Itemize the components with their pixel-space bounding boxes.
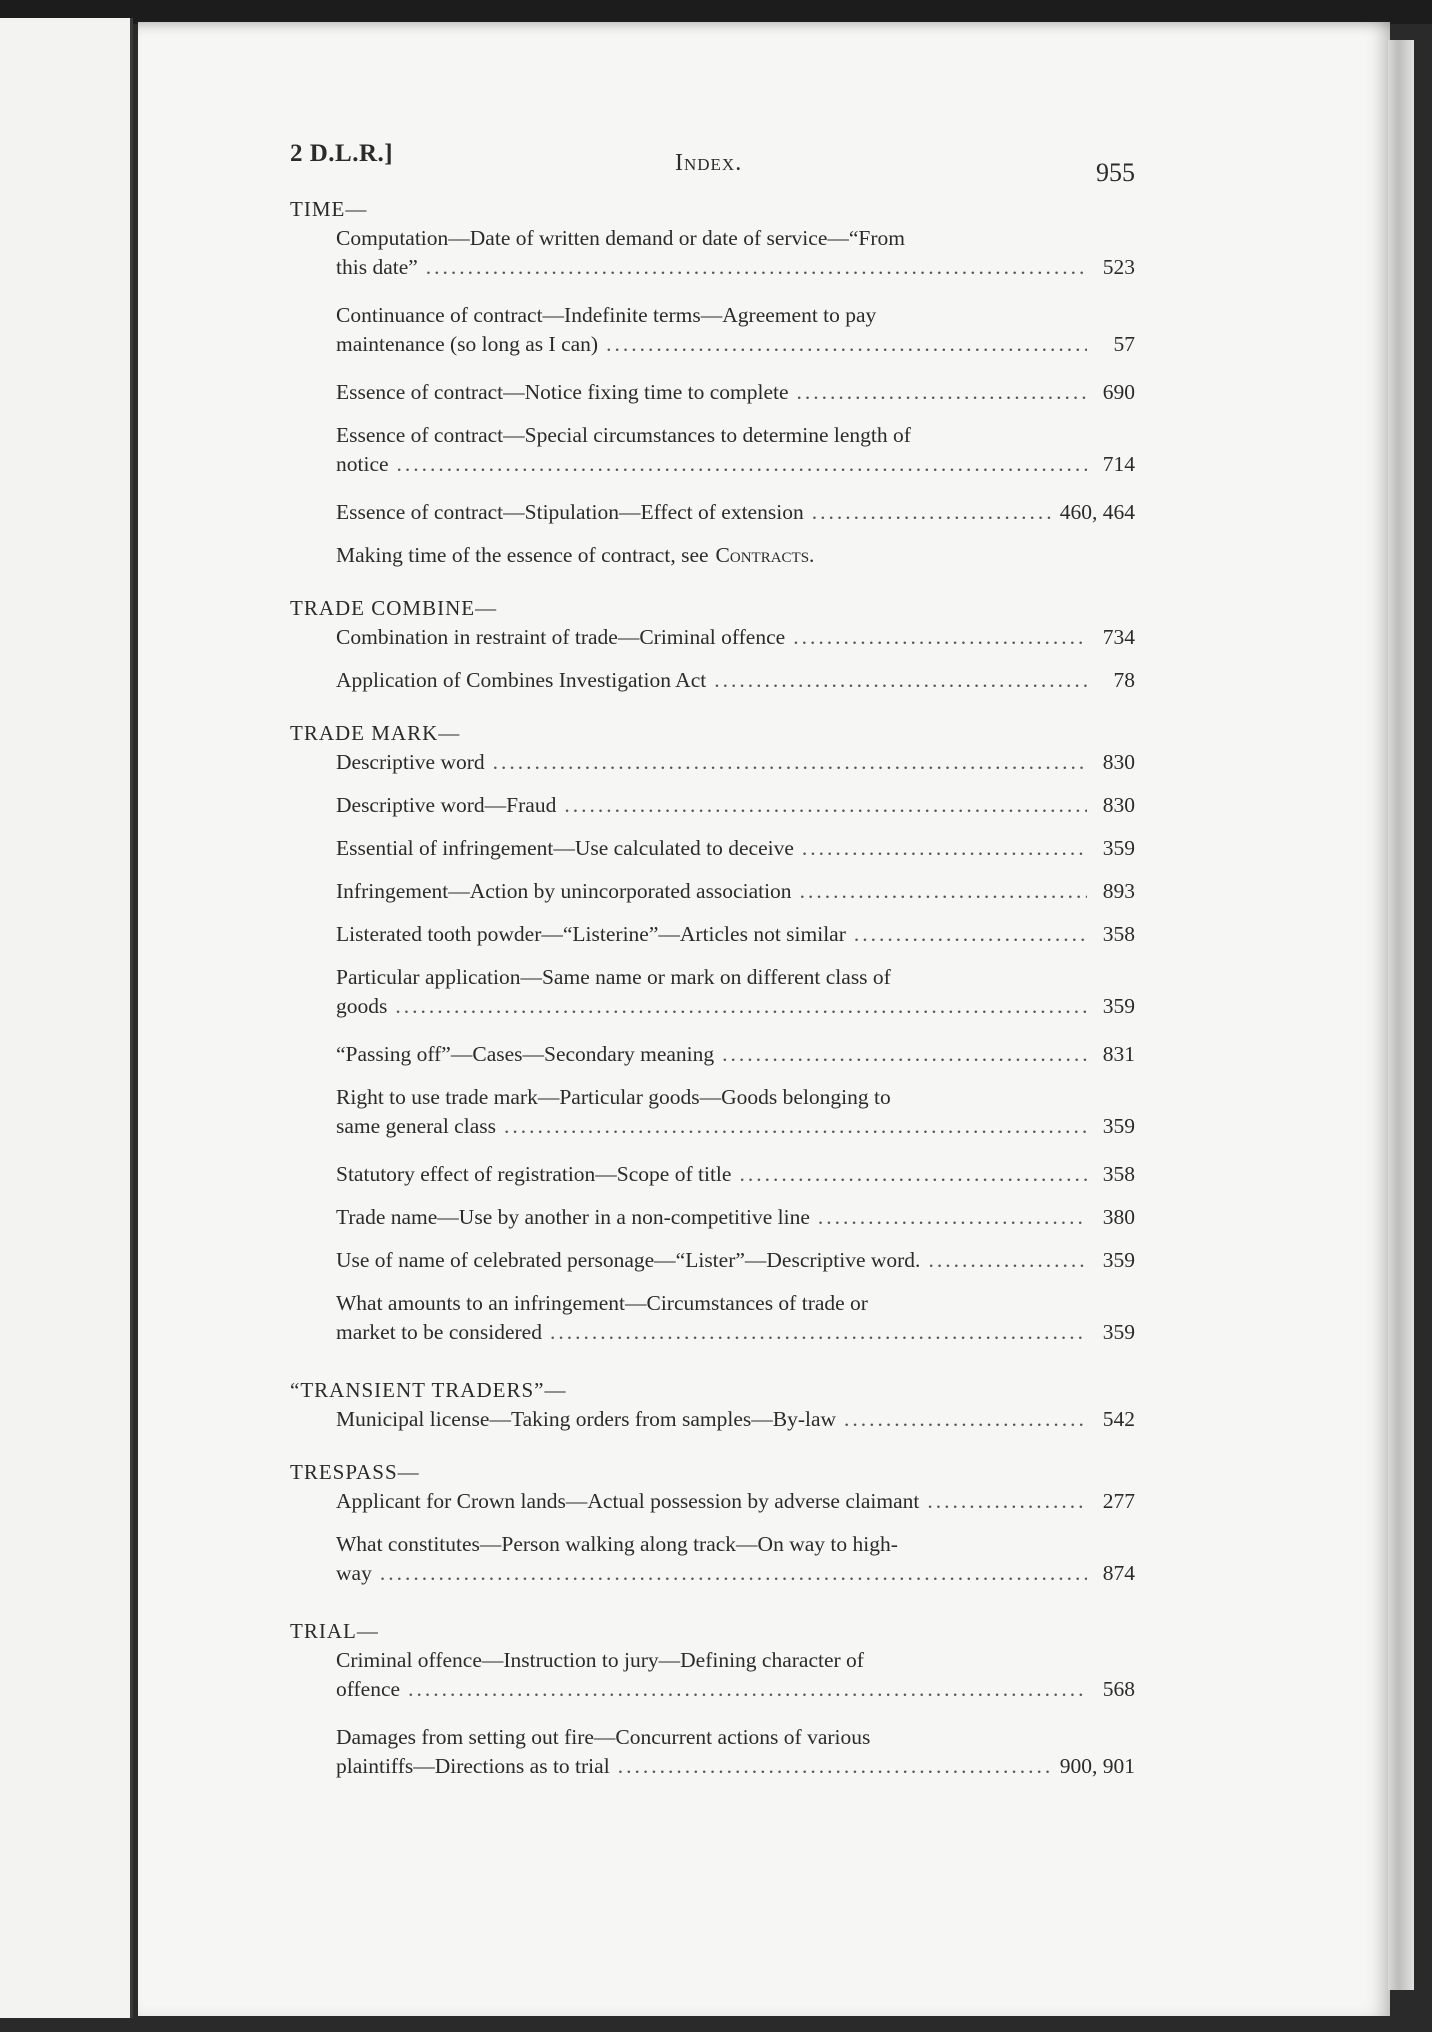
entry-lead-text: market to be considered [336,1320,542,1344]
entry-lead-text: Descriptive word—Fraud [336,793,557,817]
page-reference: 57 [1113,332,1135,356]
index-entry [336,791,1135,820]
page-reference: 830 [1102,793,1135,817]
dot-leader [397,450,1087,479]
page-reference: 380 [1102,1205,1135,1229]
entry-lead-text: same general class [336,1114,496,1138]
index-entry [336,1530,1135,1588]
dot-leader [618,1752,1052,1781]
index-entry [336,378,1135,407]
index-entry [336,748,1135,777]
page-reference: 359 [1102,836,1135,860]
page-reference: 460, 464 [1059,500,1135,524]
entry-text: Right to use trade mark—Particular goods—Goods belonging to [336,1085,891,1109]
entry-text: Damages from setting out fire—Concurrent actions of various [336,1725,871,1749]
dot-leader [493,748,1087,777]
page-stack-edge [1388,40,1414,1990]
page-reference: 358 [1102,922,1135,946]
index-entry [336,1246,1135,1275]
dot-leader [606,330,1087,359]
index-entry [336,421,1135,479]
index-entry [336,963,1135,1021]
entry-text: Essence of contract—Special circumstances to determine length of [336,423,911,447]
entry-lead-text: Combination in restraint of trade—Criminal offence [336,625,786,649]
dot-leader [550,1318,1087,1347]
index-heading: TIME— [290,197,368,221]
dot-leader [800,877,1087,906]
index-entry [336,1040,1135,1069]
page-reference: 277 [1102,1489,1135,1513]
page-reference: 568 [1102,1677,1135,1701]
page-reference: 900, 901 [1059,1754,1135,1778]
index-entry [336,1723,1135,1781]
page-reference: 359 [1102,1248,1135,1272]
page-reference: 359 [1102,1114,1135,1138]
entry-lead-text: this date” [336,255,418,279]
dot-leader [426,253,1087,282]
entry-lead-text: Use of name of celebrated personage—“Lister”—Descriptive word. [336,1248,921,1272]
page-reference: 893 [1102,879,1135,903]
entry-lead-text: plaintiffs—Directions as to trial [336,1754,610,1778]
entry-lead-text: Trade name—Use by another in a non-competitive line [336,1205,810,1229]
dot-leader [927,1487,1087,1516]
dot-leader [844,1405,1087,1434]
index-entry [336,920,1135,949]
page-reference: 523 [1102,255,1135,279]
index-entry [336,301,1135,359]
entry-lead-text: Statutory effect of registration—Scope of title [336,1162,732,1186]
entry-lead-text: Listerated tooth powder—“Listerine”—Articles not similar [336,922,846,946]
index-entry [336,834,1135,863]
entry-lead-text: offence [336,1677,401,1701]
index-entry [336,1160,1135,1189]
page-reference: 874 [1102,1561,1135,1585]
page-reference: 542 [1102,1407,1135,1431]
scan-top-edge [0,0,1432,24]
index-entry [336,1487,1135,1516]
page-reference: 690 [1102,380,1135,404]
volume-label: 2 D.L.R.] [290,140,394,167]
facing-page-edge [0,18,133,2018]
index-entry [336,224,1135,282]
index-entry [336,1083,1135,1141]
page-reference: 78 [1113,668,1135,692]
index-entry [336,1646,1135,1704]
page-reference: 359 [1102,994,1135,1018]
page-reference: 734 [1102,625,1135,649]
dot-leader [380,1559,1087,1588]
page-reference: 831 [1102,1042,1135,1066]
index-heading: TRADE MARK— [290,721,461,745]
entry-lead-text: Essential of infringement—Use calculated to deceive [336,836,794,860]
page-title: Index. [675,150,743,176]
entry-lead-text: Application of Combines Investigation Act [336,668,707,692]
entry-text: Computation—Date of written demand or date of service—“From [336,226,905,250]
dot-leader [854,920,1087,949]
dot-leader [564,791,1087,820]
entry-text: What constitutes—Person walking along track—On way to high- [336,1532,898,1556]
entry-text: Criminal offence—Instruction to jury—Defining character of [336,1648,864,1672]
index-entry [336,623,1135,652]
index-heading: TRADE COMBINE— [290,596,498,620]
index-entry [336,666,1135,695]
entry-lead-text: Making time of the essence of contract, see [336,543,709,567]
dot-leader [802,834,1087,863]
entry-lead-text: Applicant for Crown lands—Actual possession by adverse claimant [336,1489,920,1513]
entry-text: Particular application—Same name or mark on different class of [336,965,891,989]
index-entry [336,498,1135,527]
entry-lead-text: Municipal license—Taking orders from samples—By-law [336,1407,837,1431]
index-entry [336,1203,1135,1232]
page-reference: 830 [1102,750,1135,774]
entry-lead-text: goods [336,994,388,1018]
dot-leader [714,666,1087,695]
index-heading: “TRANSIENT TRADERS”— [290,1378,567,1402]
page-reference: 714 [1102,452,1135,476]
index-entry [336,877,1135,906]
entry-lead-text: “Passing off”—Cases—Secondary meaning [336,1042,715,1066]
page-number: 955 [1096,158,1135,187]
dot-leader [793,623,1087,652]
index-entry [336,541,1135,570]
entry-lead-text: Essence of contract—Notice fixing time to complete [336,380,789,404]
entry-lead-text: way [336,1561,372,1585]
dot-leader [395,992,1087,1021]
entry-lead-text: Infringement—Action by unincorporated association [336,879,792,903]
entry-lead-text: notice [336,452,389,476]
entry-lead-text: maintenance (so long as I can) [336,332,599,356]
entry-lead-text: Essence of contract—Stipulation—Effect of extension [336,500,804,524]
entry-lead-text: Descriptive word [336,750,485,774]
dot-leader [739,1160,1087,1189]
dot-leader [812,498,1052,527]
index-heading: TRIAL— [290,1619,379,1643]
dot-leader [504,1112,1087,1141]
page-reference: 358 [1102,1162,1135,1186]
dot-leader [408,1675,1087,1704]
see-also-reference: Contracts. [715,543,815,567]
dot-leader [928,1246,1087,1275]
dot-leader [818,1203,1087,1232]
entry-text: What amounts to an infringement—Circumstances of trade or [336,1291,868,1315]
entry-text: Continuance of contract—Indefinite terms—Agreement to pay [336,303,877,327]
index-entry [336,1289,1135,1347]
dot-leader [797,378,1087,407]
index-entry [336,1405,1135,1434]
index-content [280,195,1135,1800]
page-reference: 359 [1102,1320,1135,1344]
running-header [290,136,1135,186]
index-heading: TRESPASS— [290,1460,420,1484]
dot-leader [722,1040,1087,1069]
